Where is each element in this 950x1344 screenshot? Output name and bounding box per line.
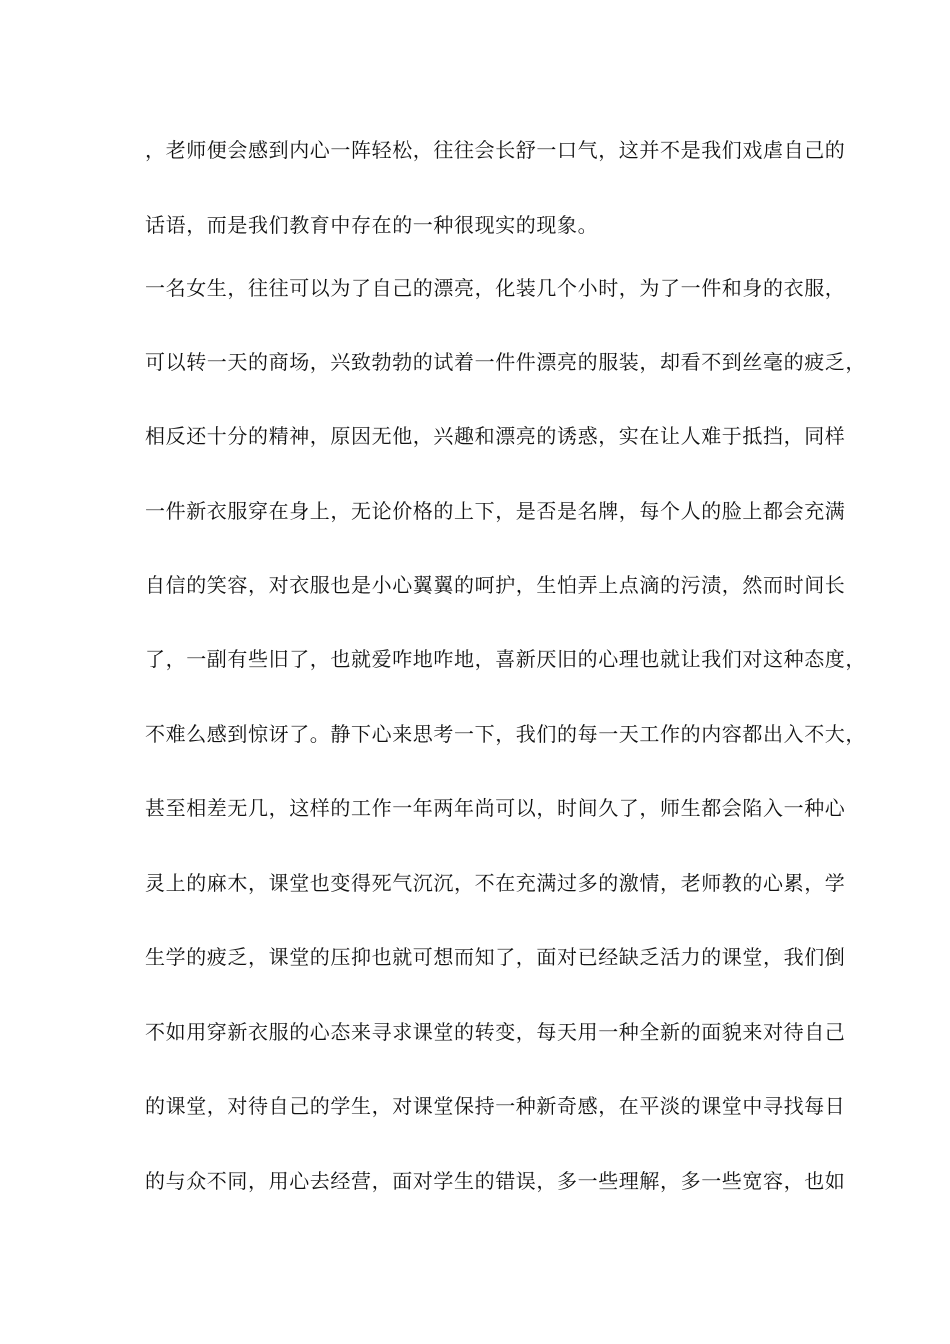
text-line: 可以转一天的商场，兴致勃勃的试着一件件漂亮的服装，却看不到丝毫的疲乏，: [145, 350, 866, 374]
text-line: 话语，而是我们教育中存在的一种很现实的现象。: [145, 213, 599, 237]
text-line: 灵上的麻木，课堂也变得死气沉沉，不在充满过多的激情，老师教的心累，学: [145, 871, 846, 895]
text-line: 不如用穿新衣服的心态来寻求课堂的转变，每天用一种全新的面貌来对待自己: [145, 1020, 846, 1044]
text-line: 的课堂，对待自己的学生，对课堂保持一种新奇感，在平淡的课堂中寻找每日: [145, 1094, 846, 1118]
text-line: 了，一副有些旧了，也就爱咋地咋地，喜新厌旧的心理也就让我们对这种态度，: [145, 647, 866, 671]
text-line: 一件新衣服穿在身上，无论价格的上下，是否是名牌，每个人的脸上都会充满: [145, 499, 846, 523]
text-line: 甚至相差无几，这样的工作一年两年尚可以，时间久了，师生都会陷入一种心: [145, 796, 846, 820]
text-line: 不难么感到惊讶了。静下心来思考一下，我们的每一天工作的内容都出入不大，: [145, 722, 866, 746]
text-line: 自信的笑容，对衣服也是小心翼翼的呵护，生怕弄上点滴的污渍，然而时间长: [145, 573, 846, 597]
text-line: ，老师便会感到内心一阵轻松，往往会长舒一口气，这并不是我们戏虐自己的: [145, 138, 846, 162]
text-line: 生学的疲乏，课堂的压抑也就可想而知了，面对已经缺乏活力的课堂，我们倒: [145, 945, 846, 969]
text-line: 一名女生，往往可以为了自己的漂亮，化装几个小时，为了一件和身的衣服，: [145, 276, 846, 300]
text-line: 的与众不同，用心去经营，面对学生的错误，多一些理解，多一些宽容，也如: [145, 1169, 846, 1193]
text-line: 相反还十分的精神，原因无他，兴趣和漂亮的诱惑，实在让人难于抵挡，同样: [145, 424, 846, 448]
